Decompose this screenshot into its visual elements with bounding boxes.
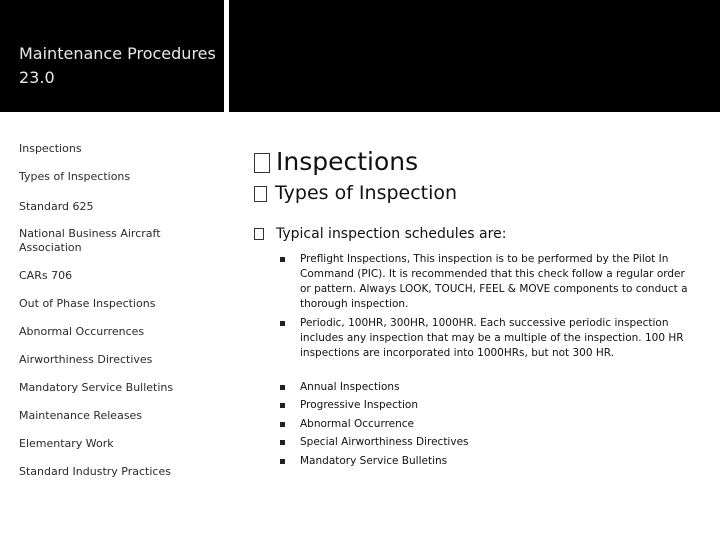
content-subheading: Types of Inspection bbox=[275, 182, 458, 204]
square-bullet-icon bbox=[280, 257, 285, 262]
list-item-text: Annual Inspections bbox=[300, 381, 400, 393]
square-bullet-icon bbox=[280, 403, 285, 408]
bullet-box-icon bbox=[254, 228, 264, 240]
sidebar-item-abnormal-occurrences[interactable]: Abnormal Occurrences bbox=[19, 325, 145, 338]
square-bullet-icon bbox=[280, 459, 285, 464]
sidebar-item-airworthiness-directives[interactable]: Airworthiness Directives bbox=[19, 353, 153, 366]
list-item-text: Progressive Inspection bbox=[300, 399, 418, 411]
sidebar-item-cars-706[interactable]: CARs 706 bbox=[19, 269, 73, 282]
sidebar-item-inspections[interactable]: Inspections bbox=[19, 142, 82, 155]
sidebar-item-types-of-inspections[interactable]: Types of Inspections bbox=[19, 170, 131, 183]
square-bullet-icon bbox=[280, 321, 285, 326]
square-bullet-icon bbox=[280, 385, 285, 390]
list-item-text: Periodic, 100HR, 300HR, 1000HR. Each successive periodic inspection includes any inspection that may be a multiple of the inspection. 100 HR inspections are incorporated into 1000HRs, but not 300 HR. bbox=[300, 317, 684, 359]
list-item-text: Preflight Inspections, This inspection is to be performed by the Pilot In Command (PIC). It is recommended that this check follow a regular order or pattern. Always LOOK, TOUCH, FEEL & MOVE components to conduct a thorough inspection. bbox=[300, 253, 688, 310]
content-heading-row bbox=[254, 146, 418, 178]
bullet-box-icon bbox=[254, 186, 267, 202]
sidebar-item-maintenance-releases[interactable]: Maintenance Releases bbox=[19, 409, 143, 422]
sidebar-item-out-of-phase[interactable]: Out of Phase Inspections bbox=[19, 297, 156, 310]
header-bar bbox=[229, 0, 720, 112]
sidebar-item-mandatory-service-bulletins[interactable]: Mandatory Service Bulletins bbox=[19, 381, 174, 394]
bullet-box-icon bbox=[254, 153, 270, 173]
sidebar-item-standard-625[interactable]: Standard 625 bbox=[19, 200, 94, 213]
content-heading: Inspections bbox=[276, 147, 419, 176]
slide-title: Maintenance Procedures 23.0 bbox=[19, 44, 216, 87]
list-item-text: Abnormal Occurrence bbox=[300, 418, 415, 430]
content-lead-row bbox=[254, 224, 506, 244]
list-item-text: Mandatory Service Bulletins bbox=[300, 455, 448, 467]
content-subheading-row bbox=[254, 180, 457, 206]
list-item-text: Special Airworthiness Directives bbox=[300, 436, 469, 448]
sidebar-item-elementary-work[interactable]: Elementary Work bbox=[19, 437, 114, 450]
square-bullet-icon bbox=[280, 422, 285, 427]
slide-title-panel bbox=[0, 0, 224, 112]
sidebar-item-standard-industry-practices[interactable]: Standard Industry Practices bbox=[19, 465, 171, 478]
content-lead: Typical inspection schedules are: bbox=[276, 226, 507, 242]
sidebar-item-nbaa[interactable]: National Business Aircraft Association bbox=[19, 227, 161, 254]
square-bullet-icon bbox=[280, 440, 285, 445]
